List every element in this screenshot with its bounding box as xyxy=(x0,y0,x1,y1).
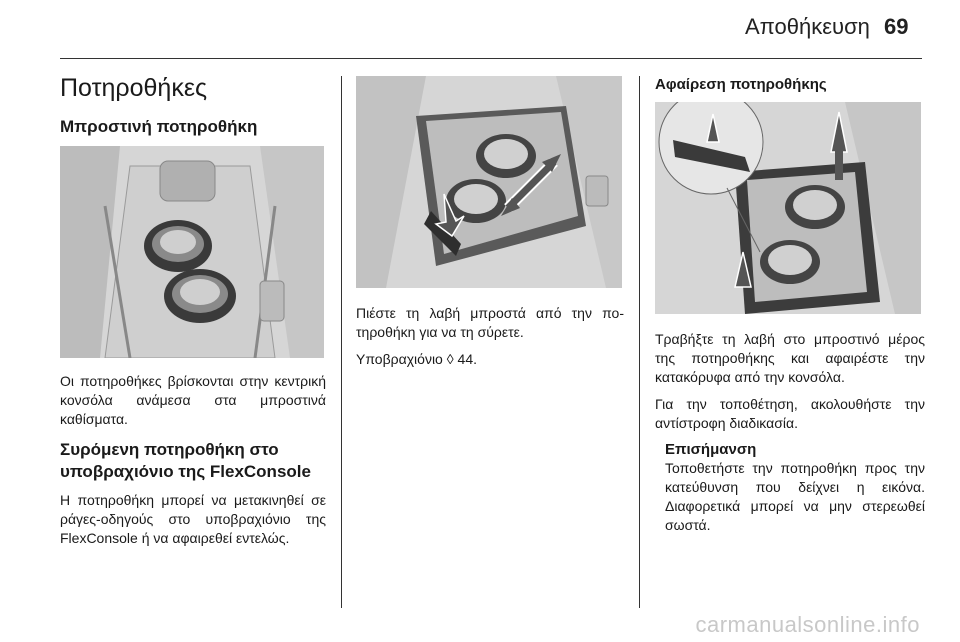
column-divider-1 xyxy=(341,76,342,608)
front-cupholder-text: Οι ποτηροθήκες βρίσκονται στην κεντρική κονσόλα ανάμεσα στα μπροστινά καθίσματα. xyxy=(60,373,326,427)
column-divider-2 xyxy=(639,76,640,608)
install-text: Για την τοποθέτηση, ακολουθήστε την αντίστροφη διαδικασία. xyxy=(655,396,925,431)
column-3 xyxy=(655,76,925,535)
watermark: carmanualsonline.info xyxy=(695,612,920,637)
removal-heading: Αφαίρεση ποτηροθήκης xyxy=(655,76,827,93)
column-1 xyxy=(60,72,326,556)
armrest-crossref[interactable]: Υποβραχιόνιο ◊ 44. xyxy=(356,351,477,367)
note-title: Επισήμανση xyxy=(665,441,757,458)
removal-text: Τραβήξτε τη λαβή στο μπροστινό μέρος της ποτηροθήκης και αφαιρέστε την κατακόρυφα από την κονσόλα. xyxy=(655,331,925,385)
page-number: 69 xyxy=(884,14,909,39)
remove-cupholder-figure xyxy=(655,102,921,314)
sliding-cupholder-heading: Συρόμενη ποτηροθήκη στο υποβραχιόνιο της FlexConsole xyxy=(60,440,311,481)
sliding-cupholder-figure xyxy=(356,76,622,288)
note-text: Τοποθετήστε την ποτηροθήκη προς την κατεύθυνση που δείχνει η εικόνα. Διαφορετικά μπορεί να μην στερεωθεί σωστά. xyxy=(665,460,925,533)
slide-instruction-text: Πιέστε τη λαβή μπροστά από την ποτηροθήκη για να τη σύρετε. xyxy=(356,305,624,340)
front-cupholder-figure xyxy=(60,146,324,358)
section-title: Αποθήκευση xyxy=(745,14,870,39)
main-heading: Ποτηροθήκες xyxy=(60,74,208,102)
header-rule xyxy=(60,58,922,59)
column-2 xyxy=(356,76,624,377)
sliding-cupholder-text: Η ποτηροθήκη μπορεί να μετακινηθεί σε ράγες-οδηγούς στο υποβραχιόνιο της FlexConsole ή να αφαιρεθεί εντελώς. xyxy=(60,492,326,546)
note-box xyxy=(665,441,925,535)
front-cupholder-heading: Μπροστινή ποτηροθήκη xyxy=(60,117,258,136)
